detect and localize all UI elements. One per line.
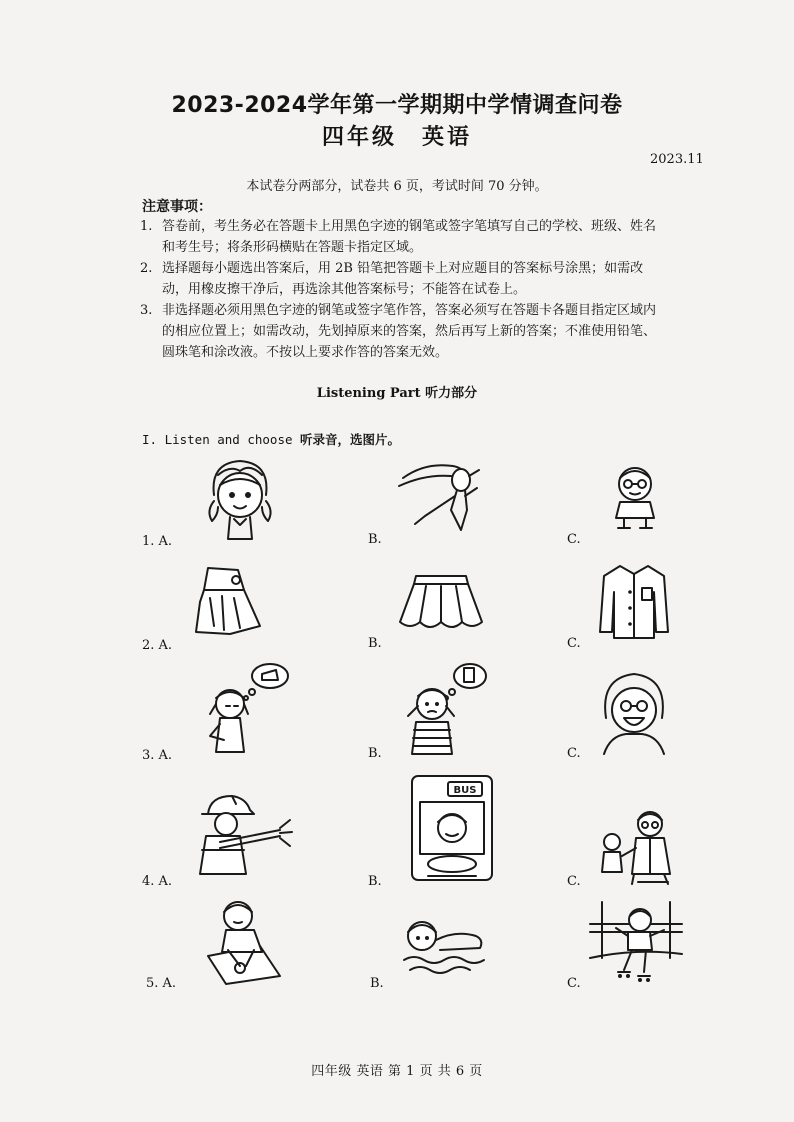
boy-icon — [600, 462, 670, 532]
notes-title: 注意事项： — [142, 199, 212, 215]
note-number: 3. — [140, 303, 153, 318]
page-footer: 四年级 英语 第 1 页 共 6 页 — [311, 1064, 483, 1079]
option-c-label: C. — [567, 976, 581, 991]
exam-subtitle: 四年级 英语 — [321, 125, 472, 150]
option-c-label: C. — [567, 874, 581, 889]
note-text: 答卷前，考生务必在答题卡上用黑色字迹的钢笔或签字笔填写自己的学校、班级、姓名和考生号；将条形码横贴在答题卡指定区域。 — [162, 219, 657, 255]
option-b-label: B. — [368, 636, 382, 651]
part1-instruction — [142, 430, 400, 448]
drawing-child-icon — [204, 896, 284, 986]
instruction-cn: 听录音，选图片。 — [300, 432, 401, 447]
note-item — [140, 258, 660, 300]
option-b-label: B. — [368, 746, 382, 761]
exam-date: 2023.11 — [650, 152, 704, 167]
section-title-cn: 听力部分 — [425, 386, 478, 401]
instruction-en: I. Listen and choose — [142, 432, 293, 447]
thirsty-girl-icon — [400, 660, 490, 758]
exam-intro: 本试卷分两部分，试卷共 6 页，考试时间 70 分钟。 — [246, 179, 548, 194]
option-c-label: C. — [567, 532, 581, 547]
section-title-en: Listening Part — [316, 386, 421, 401]
girl-icon — [200, 455, 280, 543]
note-text: 选择题每小题选出答案后，用 2B 铅笔把答题卡上对应题目的答案标号涂黑；如需改动，用橡皮擦干净后，再选涂其他答案标号；不能答在试卷上。 — [162, 261, 644, 297]
dress-icon — [186, 562, 266, 640]
shirt-icon — [598, 562, 670, 640]
option-b-label: B. — [370, 976, 384, 991]
note-text: 非选择题必须用黑色字迹的钢笔或签字笔作答，答案必须写在答题卡各题目指定区域内的相应位置上；如需改动，先划掉原来的答案，然后再写上新的答案；不准使用铅笔、圆珠笔和涂改液。不按以上要求作答的答案无效。 — [162, 303, 657, 360]
note-number: 1. — [140, 219, 153, 234]
bus-sign: BUS — [453, 785, 477, 796]
option-b-label: B. — [368, 874, 382, 889]
swimming-boy-icon — [400, 910, 490, 980]
skating-boy-icon — [588, 898, 684, 990]
notes-list — [140, 216, 660, 363]
firefighter-icon — [180, 790, 296, 880]
option-c-label: C. — [567, 746, 581, 761]
note-number: 2. — [140, 261, 153, 276]
note-item — [140, 216, 660, 258]
question-1-label: 1. A. — [142, 534, 173, 549]
bus-driver-icon — [408, 772, 496, 884]
option-c-label: C. — [567, 636, 581, 651]
section-title — [0, 382, 794, 401]
exam-title: 2023-2024学年第一学期期中学情调查问卷 — [171, 93, 623, 118]
question-5-label: 5. A. — [146, 976, 177, 991]
option-b-label: B. — [368, 532, 382, 547]
doctor-icon — [598, 808, 678, 886]
question-3-label: 3. A. — [142, 748, 173, 763]
note-item — [140, 300, 660, 363]
question-2-label: 2. A. — [142, 638, 173, 653]
skirt-icon — [396, 568, 486, 638]
woman-icon — [395, 458, 485, 538]
hungry-girl-icon — [200, 660, 290, 758]
happy-grandma-icon — [596, 668, 672, 758]
question-4-label: 4. A. — [142, 874, 173, 889]
